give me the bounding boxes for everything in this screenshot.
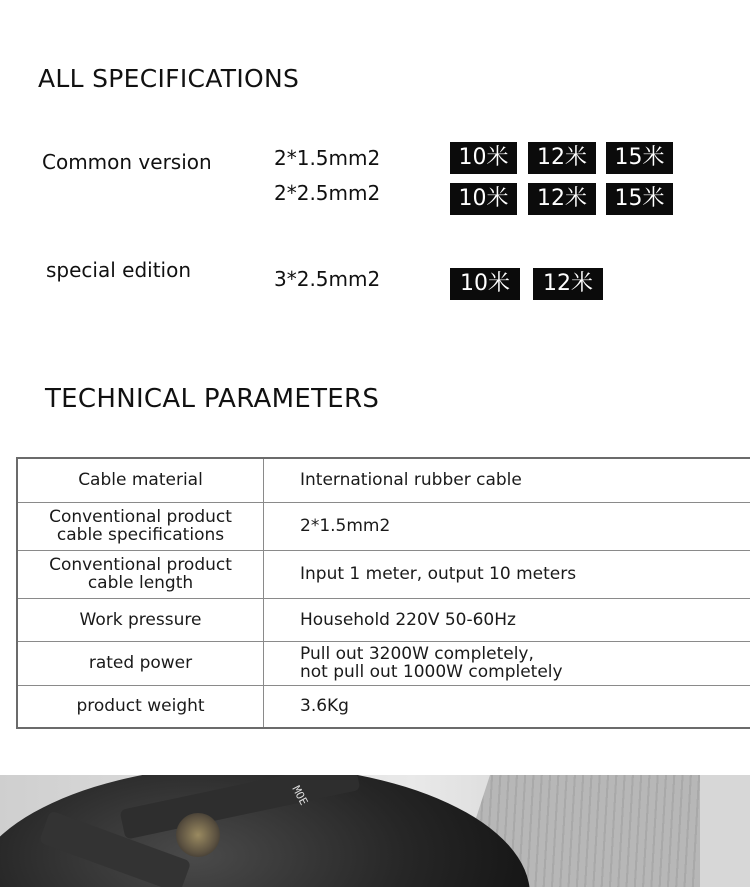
length-tag: 12米 [528, 142, 596, 174]
param-key [17, 641, 264, 685]
common-version-label: Common version [42, 150, 212, 174]
table-row [17, 550, 750, 598]
param-key [17, 550, 264, 598]
param-value [264, 502, 750, 550]
param-key-text: Conventional product [49, 555, 232, 575]
param-value-text: not pull out 1000W completely [300, 662, 563, 682]
param-value-text: 3.6Kg [300, 696, 349, 717]
param-value [264, 641, 750, 685]
table-row [17, 458, 750, 502]
wall-surface [700, 775, 750, 887]
param-value [264, 685, 750, 728]
param-key-text: product weight [76, 696, 205, 717]
param-value-text: Household 220V 50-60Hz [300, 609, 516, 630]
technical-parameters-table [16, 457, 750, 729]
table-row [17, 641, 750, 685]
specifications-title: ALL SPECIFICATIONS [38, 64, 300, 93]
length-tag: 10米 [450, 268, 520, 300]
param-key [17, 685, 264, 728]
param-key-text: cable length [87, 573, 194, 593]
product-photo [0, 775, 750, 887]
table-row [17, 598, 750, 641]
length-tag: 12米 [533, 268, 603, 300]
param-key-text: Cable material [78, 470, 203, 491]
common-spec-2: 2*2.5mm2 [274, 181, 381, 205]
table-row [17, 502, 750, 550]
param-value [264, 458, 750, 502]
param-key [17, 598, 264, 641]
special-edition-label: special edition [46, 258, 192, 282]
common-spec-1: 2*1.5mm2 [274, 146, 381, 170]
technical-parameters-title: TECHNICAL PARAMETERS [45, 384, 380, 414]
param-value [264, 598, 750, 641]
length-tag: 15米 [606, 142, 673, 174]
table-row [17, 685, 750, 728]
reel-hub-bolt [176, 813, 220, 857]
length-tag: 10米 [450, 142, 517, 174]
param-key-text: Conventional product [49, 507, 232, 527]
param-key [17, 502, 264, 550]
length-tag: 15米 [606, 183, 673, 215]
length-tag: 10米 [450, 183, 517, 215]
param-value-text: Pull out 3200W completely, [300, 644, 534, 664]
param-key [17, 458, 264, 502]
param-value-text: Input 1 meter, output 10 meters [300, 564, 577, 584]
brand-logo: MOE [289, 783, 311, 808]
param-value-text: International rubber cable [300, 470, 522, 491]
param-key-text: cable specifications [56, 525, 225, 545]
param-key-text: rated power [88, 653, 193, 673]
param-value [264, 550, 750, 598]
param-value-text: 2*1.5mm2 [300, 516, 391, 536]
special-spec-1: 3*2.5mm2 [274, 267, 381, 291]
param-key-text: Work pressure [79, 609, 202, 630]
length-tag: 12米 [528, 183, 596, 215]
